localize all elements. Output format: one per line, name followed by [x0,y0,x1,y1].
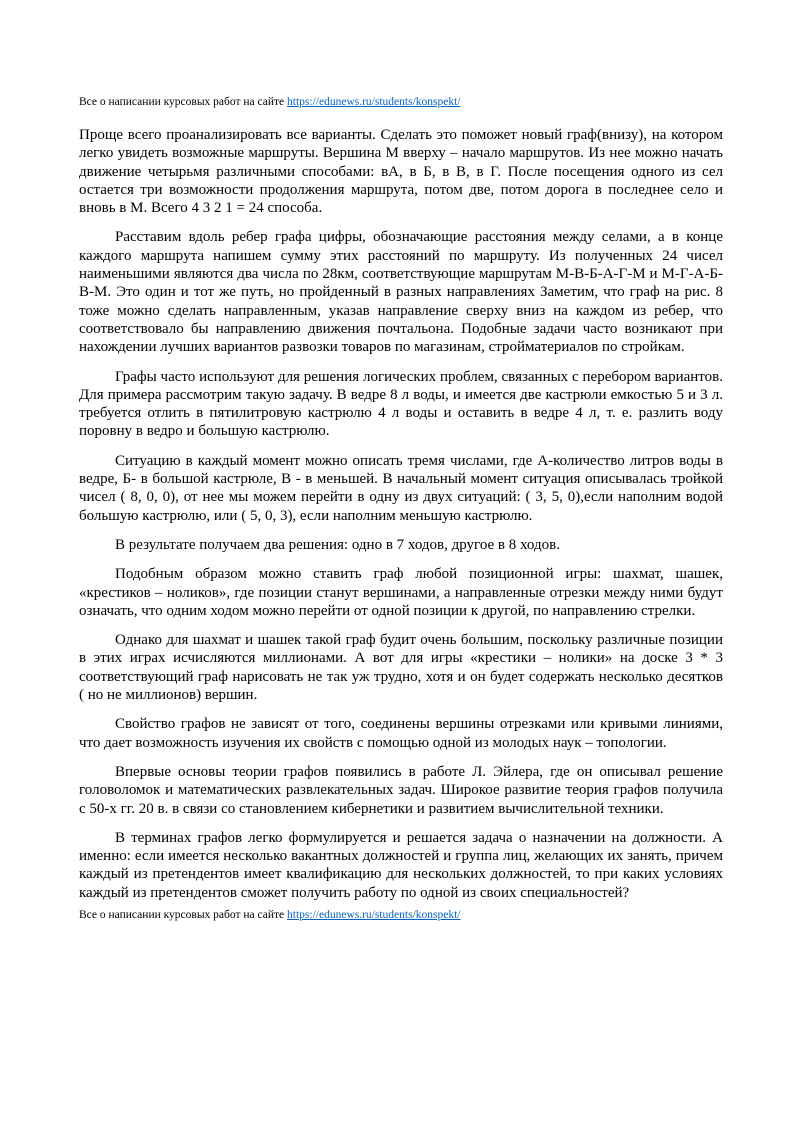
paragraph: Ситуацию в каждый момент можно описать тремя числами, где А-количество литров воды в ведре, Б- в большой кастрюле, В - в меньшей. В начальный момент ситуация описывалась тройкой чисел ( 8, 0, 0), от нее мы можем перейти в одну из двух ситуаций: ( 3, 5, 0),если наполним водой большую кастрюлю, или ( 5, 0, 3), если наполним меньшую кастрюлю. [79,452,723,524]
paragraph: Расставим вдоль ребер графа цифры, обозначающие расстояния между селами, а в конце каждого маршрута напишем сумму этих расстояний по маршруту. Из полученных 24 чисел наименьшими являются два числа по 28км, соответствующие маршрутам М-В-Б-А-Г-М и М-Г-А-Б-В-М. Это один и тот же путь, но пройденный в разных направлениях Заметим, что граф на рис. 8 тоже можно сделать направленным, указав направление сверху вниз на каждом из ребер, что соответствовало бы направлению движения почтальона. Подобные задачи часто возникают при нахождении лучших вариантов развозки товаров по магазинам, стройматериалов по стройкам. [79,229,723,356]
paragraph: Подобным образом можно ставить граф любой позиционной игры: шахмат, шашек, «крестиков – ноликов», где позиции станут вершинами, а направленные отрезки между ними будут означать, что одним ходом можно перейти от одной позиции к другой, по направлению стрелки. [79,566,723,619]
footer-text: Все о написании курсовых работ на сайте [79,908,288,921]
paragraph: В терминах графов легко формулируется и решается задача о назначении на должности. А именно: если имеется несколько вакантных должностей и группа лиц, желающих их занять, причем каждый из претендентов имеет квалификацию для нескольких должностей, то при каких условиях каждый из претендентов сможет получить работу по одной из своих специальностей? [79,829,723,901]
document-page [79,95,723,923]
page-header [79,95,723,110]
paragraph: Графы часто используют для решения логических проблем, связанных с перебором вариантов. Для примера рассмотрим такую задачу. В ведре 8 л воды, и имеется две кастрюли емкостью 5 и 3 л. требуется отлить в пятилитровую кастрюлю 4 л воды и оставить в ведре 4 л, т. е. разлить воду поровну в ведро и большую кастрюлю. [79,368,723,440]
paragraph: Впервые основы теории графов появились в работе Л. Эйлера, где он описывал решение головоломок и математических развлекательных задач. Широкое развитие теория графов получила с 50-х гг. 20 в. в связи со становлением кибернетики и развитием вычислительной техники. [79,763,723,817]
paragraph: Свойство графов не зависят от того, соединены вершины отрезками или кривыми линиями, что дает возможность изучения их свойств с помощью одной из молодых наук – топологии. [79,716,723,751]
page-footer [79,908,723,923]
header-link[interactable]: https://edunews.ru/students/konspekt/ [287,96,461,108]
paragraph: Проще всего проанализировать все варианты. Сделать это поможет новый граф(внизу), на котором легко увидеть возможные маршруты. Вершина М вверху – начало маршрутов. Из нее можно начать движение четырьмя различными способами: вА, в Б, в В, в Г. После посещения одного из сел остается три возможности продолжения маршрута, потом две, потом дорога в последнее село и вновь в М. Всего 4 3 2 1 = 24 способа. [79,127,723,217]
header-text: Все о написании курсовых работ на сайте [79,96,288,108]
paragraph: Однако для шахмат и шашек такой граф будит очень большим, поскольку различные позиции в этих играх исчисляются миллионами. А вот для игры «крестики – нолики» на доске 3 * 3 соответствующий граф нарисовать не так уж трудно, хотя и он будет содержать несколько десятков ( но не миллионов) вершин. [79,632,723,704]
document-body [79,126,723,902]
paragraph: В результате получаем два решения: одно в 7 ходов, другое в 8 ходов. [115,536,560,553]
footer-link[interactable]: https://edunews.ru/students/konspekt/ [287,908,461,921]
